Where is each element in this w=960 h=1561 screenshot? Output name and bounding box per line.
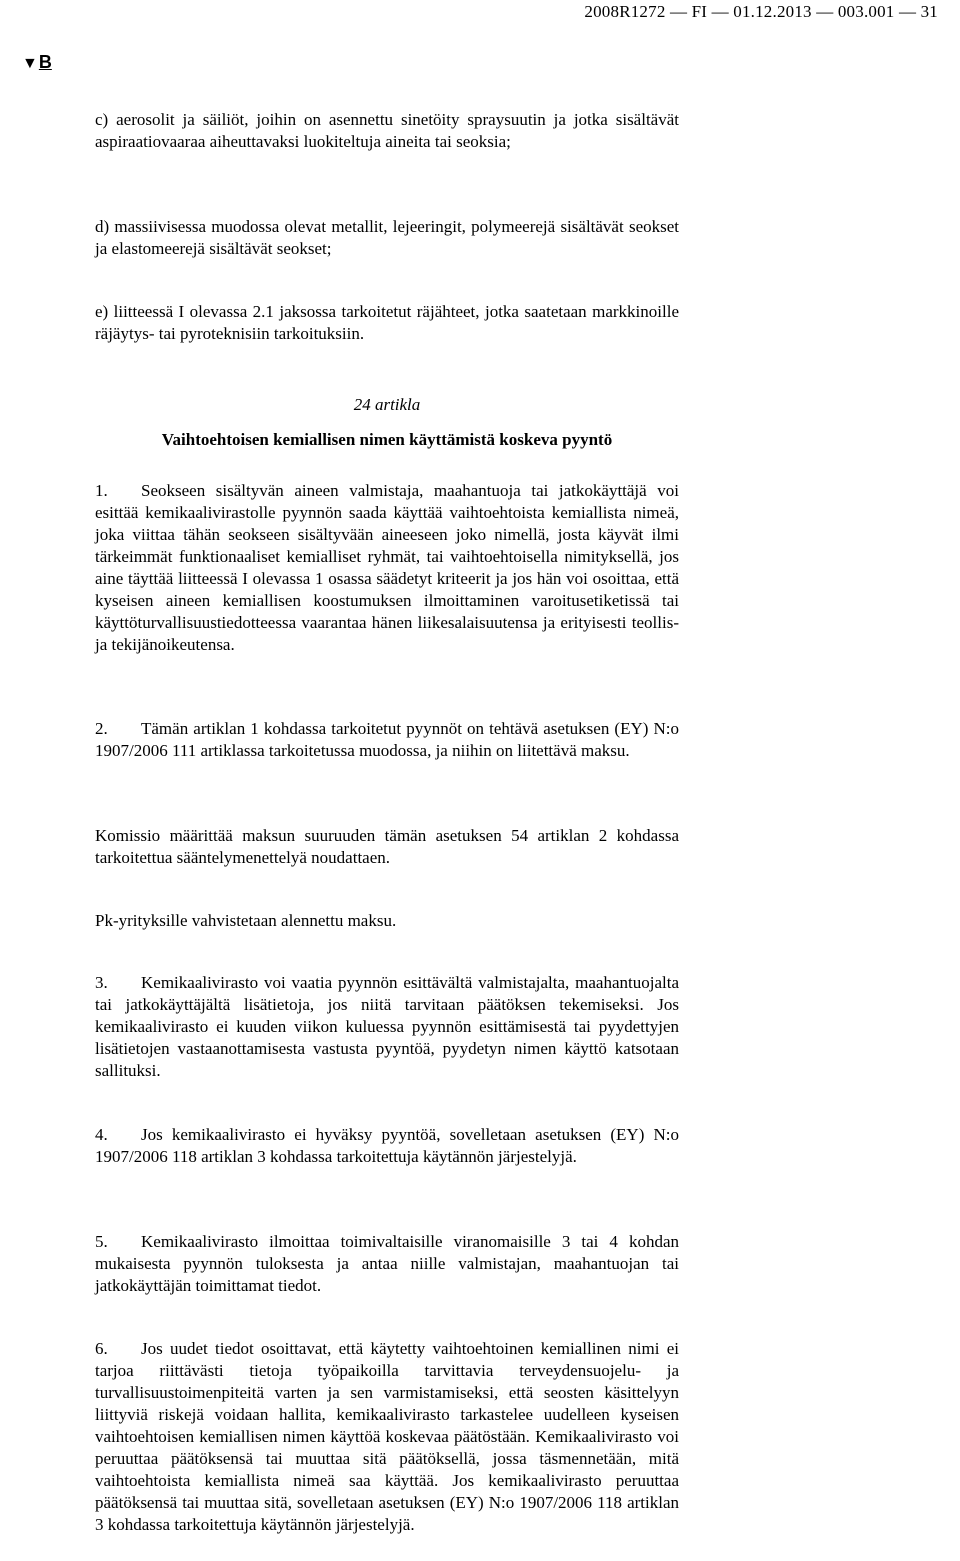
paragraph-3 xyxy=(95,972,679,1082)
paragraph-number: 4. xyxy=(95,1125,108,1144)
list-item xyxy=(95,199,679,277)
triangle-down-icon: ▼ xyxy=(22,55,38,72)
paragraph-5 xyxy=(95,1231,679,1297)
paragraph-text: Seokseen sisältyvän aineen valmistaja, maahantuoja tai jatkokäyttäjä voi esittää kemikaalivirastolle pyynnön saada käyttää vaihtoehtoista kemiallista nimeä, joka viittaa tähän seokseen sisältyvään aineeseen joko nimellä, josta käyvät ilmi tärkeimmät funktionaaliset kemialliset ryhmät, tai vaihtoehtoisella nimityksellä, jos aine täyttää liitteessä I olevassa 1 osassa säädetyt kriteerit ja jos hän voi osoittaa, että kyseisen aineen kemiallisen koostumuksen ilmoittaminen varoitusetiketissä tai käyttöturvallisuustiedotteessa vaarantaa hänen liikesalaisuutensa ja erityisesti teollis- ja tekijänoikeutensa. xyxy=(95,481,679,654)
paragraph-1 xyxy=(95,480,679,656)
article-title: Vaihtoehtoisen kemiallisen nimen käyttämistä koskeva pyyntö xyxy=(161,430,613,449)
list-item-text: c) aerosolit ja säiliöt, joihin on asennettu sinetöity spraysuutin ja jotka sisältävät aspiraatiovaaraa aiheuttavaksi luokiteltuja aineita tai seoksia; xyxy=(95,110,679,151)
paragraph-2-subparagraph xyxy=(95,910,679,932)
paragraph-2 xyxy=(95,718,679,762)
paragraph-text: Kemikaalivirasto voi vaatia pyynnön esittävältä valmistajalta, maahantuojalta tai jatkokäyttäjältä lisätietoja, jos niitä tarvitaan päätöksen tekemiseksi. Jos kemikaalivirasto ei kuuden viikon kuluessa pyynnön esittämisestä tai pyydettyjen lisätietojen vastaanottamisesta vastusta pyyntöä, pyydetyn nimen käyttö katsotaan sallituksi. xyxy=(95,973,679,1080)
paragraph-text: Jos uudet tiedot osoittavat, että käytetty vaihtoehtoinen kemiallinen nimi ei tarjoa riittävästi tietoja työpaikoilla tarvittavia terveydensuojelu- ja turvallisuustoimenpiteitä varten ja sen varmistamiseksi, että seosten käsittelyyn liittyviä riskejä voidaan hallita, kemikaalivirasto tarkastelee uudelleen kyseisen vaihtoehtoisen kemiallisen nimen käyttöä koskevaa päätöstään. Kemikaalivirasto voi peruuttaa päätöksensä tai muuttaa sitä päätöksellä, jossa täsmennetään, mitä vaihtoehtoista kemiallista nimeä saa käyttää. Jos kemikaalivirasto peruuttaa päätöksensä tai muuttaa sitä, sovelletaan asetuksen (EY) N:o 1907/2006 118 artiklan 3 kohdassa tarkoitettuja käytännön järjestelyjä. xyxy=(95,1339,679,1534)
paragraph-number: 2. xyxy=(95,719,108,738)
article-number: 24 artikla xyxy=(353,395,421,414)
amendment-marker xyxy=(22,52,52,73)
list-item-text: e) liitteessä I olevassa 2.1 jaksossa tarkoitetut räjähteet, jotka saatetaan markkinoille räjäytys- tai pyroteknisiin tarkoituksiin. xyxy=(95,302,679,343)
paragraph-2-subparagraph xyxy=(95,825,679,869)
paragraph-4 xyxy=(95,1124,679,1168)
paragraph-text: Tämän artiklan 1 kohdassa tarkoitetut pyynnöt on tehtävä asetuksen (EY) N:o 1907/2006 111 artiklassa tarkoitetussa muodossa, ja niihin on liitettävä maksu. xyxy=(95,719,679,760)
paragraph-number: 6. xyxy=(95,1339,108,1358)
amendment-letter: B xyxy=(38,52,52,72)
list-item-text: d) massiivisessa muodossa olevat metallit, lejeeringit, polymeerejä sisältävät seokset ja elastomeerejä sisältävät seokset; xyxy=(95,217,679,258)
paragraph-text: Kemikaalivirasto ilmoittaa toimivaltaisille viranomaisille 3 tai 4 kohdan mukaisesta pyynnön tuloksesta ja antaa niille valmistajan, maahantuojan tai jatkokäyttäjän toimittamat tiedot. xyxy=(95,1232,679,1295)
paragraph-6 xyxy=(95,1338,679,1536)
paragraph-text: Jos kemikaalivirasto ei hyväksy pyyntöä, sovelletaan asetuksen (EY) N:o 1907/2006 118 artiklan 3 kohdassa tarkoitettuja käytännön järjestelyjä. xyxy=(95,1125,679,1166)
paragraph-text: Komissio määrittää maksun suuruuden tämän asetuksen 54 artiklan 2 kohdassa tarkoitettua sääntelymenettelyä noudattaen. xyxy=(95,826,679,867)
list-item xyxy=(95,284,679,362)
paragraph-text: Pk-yrityksille vahvistetaan alennettu maksu. xyxy=(95,911,397,930)
document-reference-header: 2008R1272 — FI — 01.12.2013 — 003.001 — 31 xyxy=(584,2,938,21)
list-item xyxy=(95,92,679,170)
paragraph-number: 5. xyxy=(95,1232,108,1251)
paragraph-number: 3. xyxy=(95,973,108,992)
paragraph-number: 1. xyxy=(95,481,108,500)
